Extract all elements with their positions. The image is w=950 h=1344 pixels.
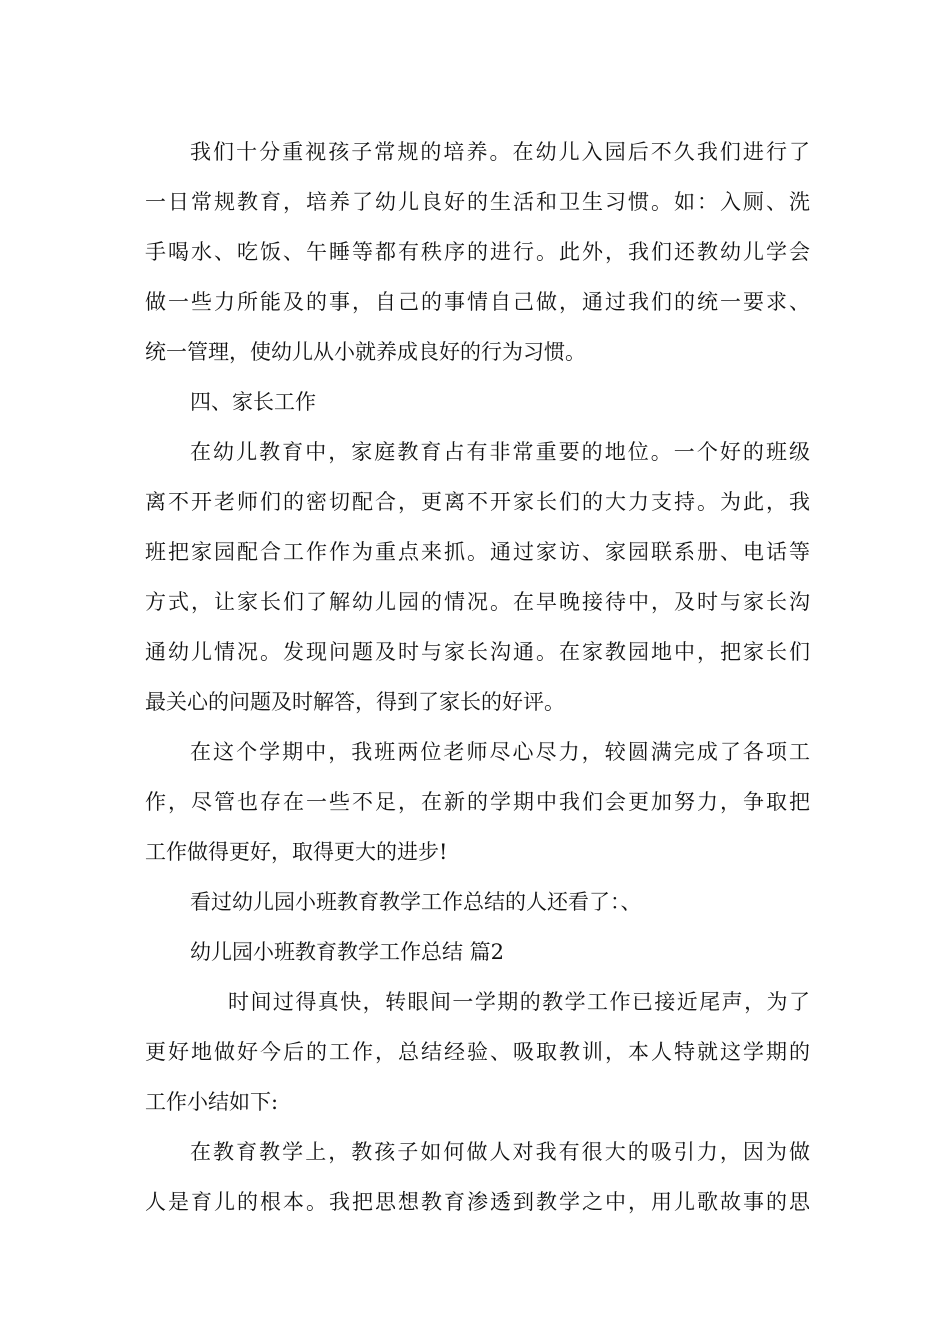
text-line: 更好地做好今后的工作，总结经验、吸取教训，本人特就这学期的: [145, 1040, 810, 1064]
text-line: 做一些力所能及的事，自己的事情自己做，通过我们的统一要求、: [145, 290, 810, 314]
text-line: 人是育儿的根本。我把思想教育渗透到教学之中，用儿歌故事的思: [145, 1190, 810, 1214]
text-line: 工作小结如下:: [145, 1090, 279, 1114]
text-line: 在教育教学上，教孩子如何做人对我有很大的吸引力，因为做: [190, 1140, 810, 1164]
article-title: 幼儿园小班教育教学工作总结 篇2: [190, 940, 505, 964]
text-line: 一日常规教育，培养了幼儿良好的生活和卫生习惯。如：入厕、洗: [145, 190, 810, 214]
text-line: 最关心的问题及时解答，得到了家长的好评。: [145, 690, 565, 714]
text-line: 通幼儿情况。发现问题及时与家长沟通。在家教园地中，把家长们: [145, 640, 810, 664]
text-line: 班把家园配合工作作为重点来抓。通过家访、家园联系册、电话等: [145, 540, 810, 564]
section-heading: 四、家长工作: [190, 390, 316, 414]
text-line: 手喝水、吃饭、午睡等都有秩序的进行。此外，我们还教幼儿学会: [145, 240, 810, 264]
text-line: 在幼儿教育中，家庭教育占有非常重要的地位。一个好的班级: [190, 440, 810, 464]
text-line: 离不开老师们的密切配合，更离不开家长们的大力支持。为此，我: [145, 490, 810, 514]
text-line: 统一管理，使幼儿从小就养成良好的行为习惯。: [145, 340, 586, 364]
text-line: 时间过得真快，转眼间一学期的教学工作已接近尾声，为了: [228, 990, 810, 1014]
related-articles-line: 看过幼儿园小班教育教学工作总结的人还看了：、: [190, 890, 642, 914]
text-line: 方式，让家长们了解幼儿园的情况。在早晚接待中，及时与家长沟: [145, 590, 810, 614]
text-line: 作，尽管也存在一些不足，在新的学期中我们会更加努力，争取把: [145, 790, 810, 814]
text-line: 我们十分重视孩子常规的培养。在幼儿入园后不久我们进行了: [190, 140, 810, 164]
text-line: 工作做得更好，取得更大的进步!: [145, 840, 448, 864]
text-line: 在这个学期中，我班两位老师尽心尽力，较圆满完成了各项工: [190, 740, 810, 764]
